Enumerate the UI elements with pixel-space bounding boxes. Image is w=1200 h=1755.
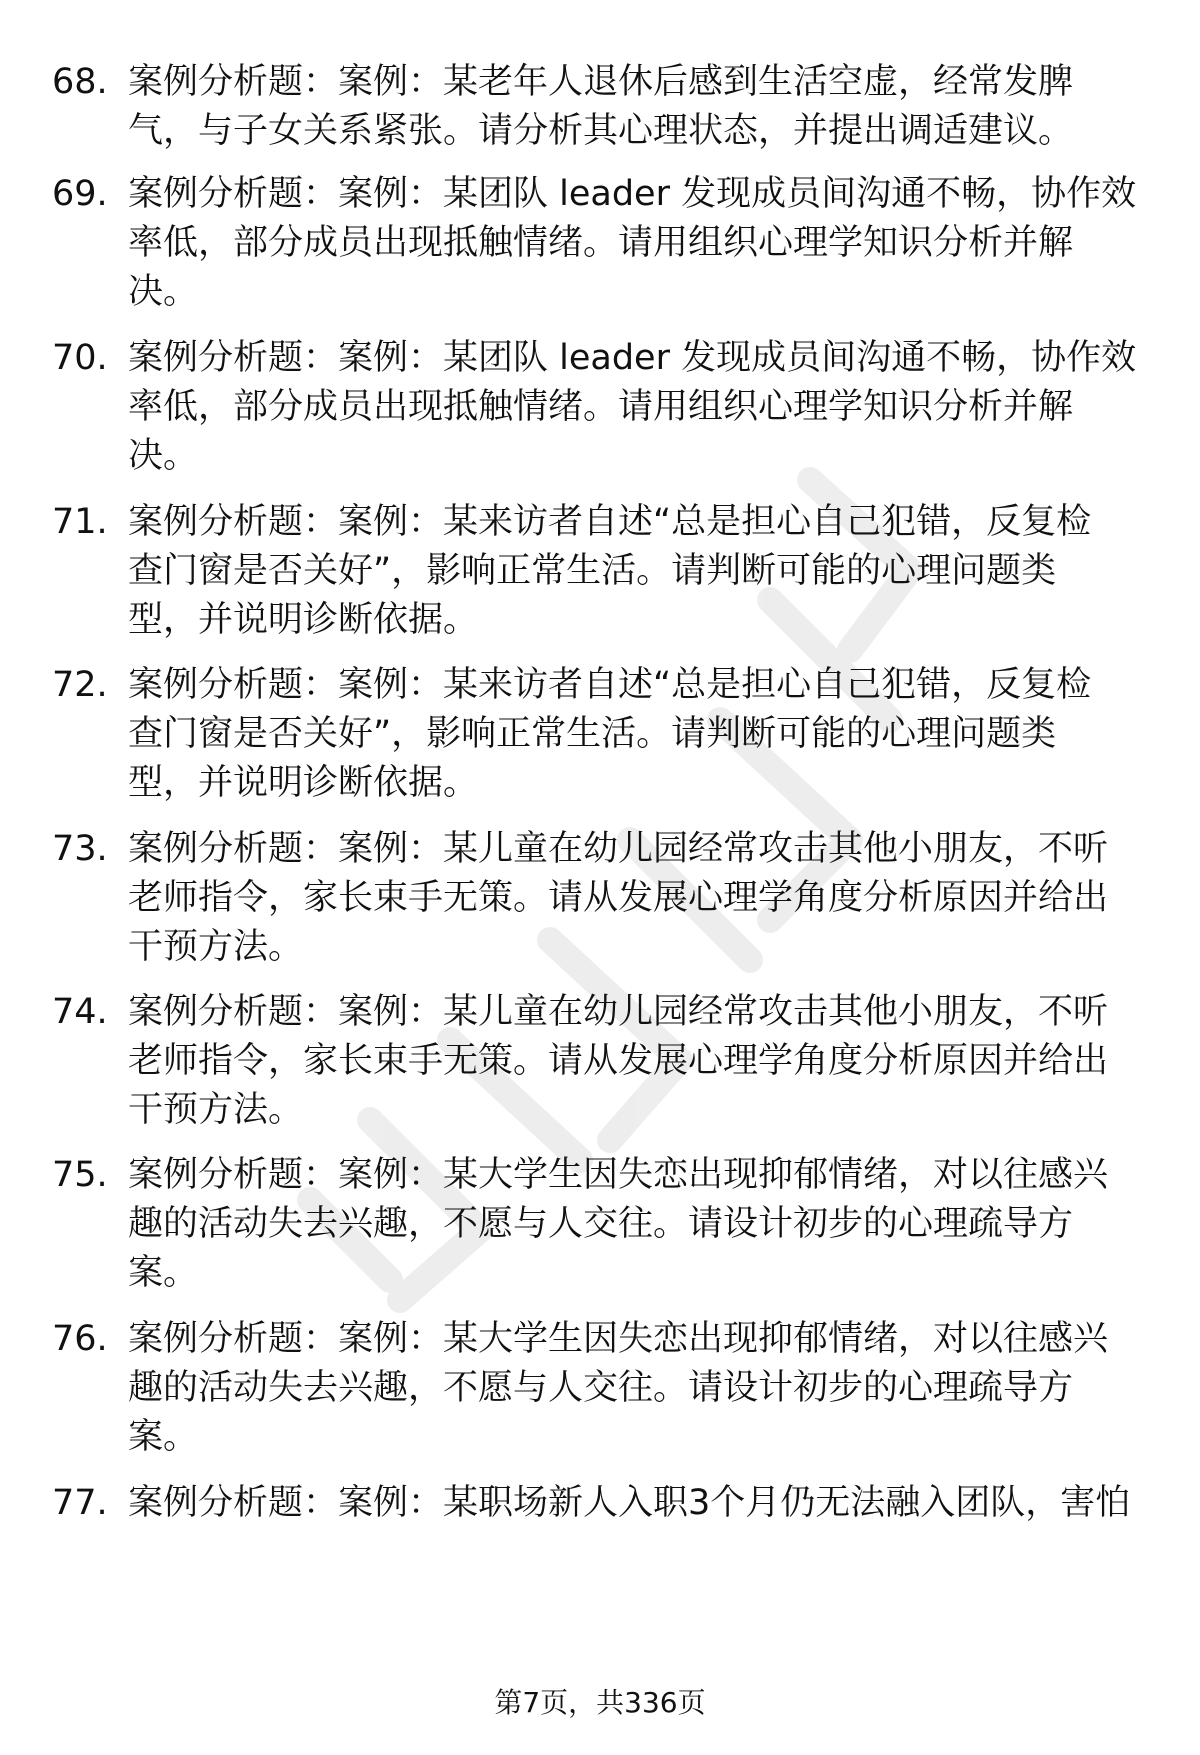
- question-text-line: 案例分析题：案例：某大学生因失恋出现抑郁情绪，对以往感兴: [128, 1155, 1109, 1195]
- question-number: 68.: [52, 62, 108, 102]
- question-text-line: 率低，部分成员出现抵触情绪。请用组织心理学知识分析并解: [128, 387, 1074, 427]
- question-text-line: 决。: [128, 272, 199, 312]
- question-text-line: 查门窗是否关好”，影响正常生活。请判断可能的心理问题类: [128, 551, 1057, 591]
- question-text-line: 趣的活动失去兴趣，不愿与人交往。请设计初步的心理疏导方: [128, 1204, 1074, 1244]
- question-number: 69.: [52, 174, 108, 214]
- question-text-line: 气，与子女关系紧张。请分析其心理状态，并提出调适建议。: [128, 111, 1074, 151]
- question-text-line: 案例分析题：案例：某来访者自述“总是担心自己犯错，反复检: [128, 665, 1092, 705]
- question-text-line: 干预方法。: [128, 1090, 304, 1130]
- question-text-line: 案例分析题：案例：某职场新人入职3个月仍无法融入团队，害怕: [128, 1483, 1131, 1523]
- question-text-line: 案例分析题：案例：某儿童在幼儿园经常攻击其他小朋友，不听: [128, 829, 1109, 869]
- question-text-line: 案例分析题：案例：某来访者自述“总是担心自己犯错，反复检: [128, 502, 1092, 542]
- question-text-line: 型，并说明诊断依据。: [128, 763, 479, 803]
- question-number: 70.: [52, 338, 108, 378]
- question-text-line: 案例分析题：案例：某大学生因失恋出现抑郁情绪，对以往感兴: [128, 1319, 1109, 1359]
- question-text-line: 查门窗是否关好”，影响正常生活。请判断可能的心理问题类: [128, 714, 1057, 754]
- question-text-line: 趣的活动失去兴趣，不愿与人交往。请设计初步的心理疏导方: [128, 1368, 1074, 1408]
- question-text-line: 案例分析题：案例：某团队 leader 发现成员间沟通不畅，协作效: [128, 338, 1137, 378]
- question-text-line: 案例分析题：案例：某老年人退休后感到生活空虚，经常发脾: [128, 62, 1074, 102]
- question-number: 74.: [52, 992, 108, 1032]
- question-text-line: 老师指令，家长束手无策。请从发展心理学角度分析原因并给出: [128, 1041, 1109, 1081]
- question-number: 72.: [52, 665, 108, 705]
- question-text-line: 率低，部分成员出现抵触情绪。请用组织心理学知识分析并解: [128, 223, 1074, 263]
- question-text-line: 干预方法。: [128, 927, 304, 967]
- question-number: 73.: [52, 829, 108, 869]
- question-text-line: 决。: [128, 436, 199, 476]
- question-number: 76.: [52, 1319, 108, 1359]
- question-text-line: 老师指令，家长束手无策。请从发展心理学角度分析原因并给出: [128, 878, 1109, 918]
- question-text-line: 型，并说明诊断依据。: [128, 600, 479, 640]
- page-footer: 第7页，共336页: [494, 1686, 706, 1719]
- question-number: 77.: [52, 1483, 108, 1523]
- question-text-line: 案例分析题：案例：某儿童在幼儿园经常攻击其他小朋友，不听: [128, 992, 1109, 1032]
- question-text-line: 案例分析题：案例：某团队 leader 发现成员间沟通不畅，协作效: [128, 174, 1137, 214]
- question-number: 71.: [52, 502, 108, 542]
- question-number: 75.: [52, 1155, 108, 1195]
- question-text-line: 案。: [128, 1253, 199, 1293]
- question-text-line: 案。: [128, 1417, 199, 1457]
